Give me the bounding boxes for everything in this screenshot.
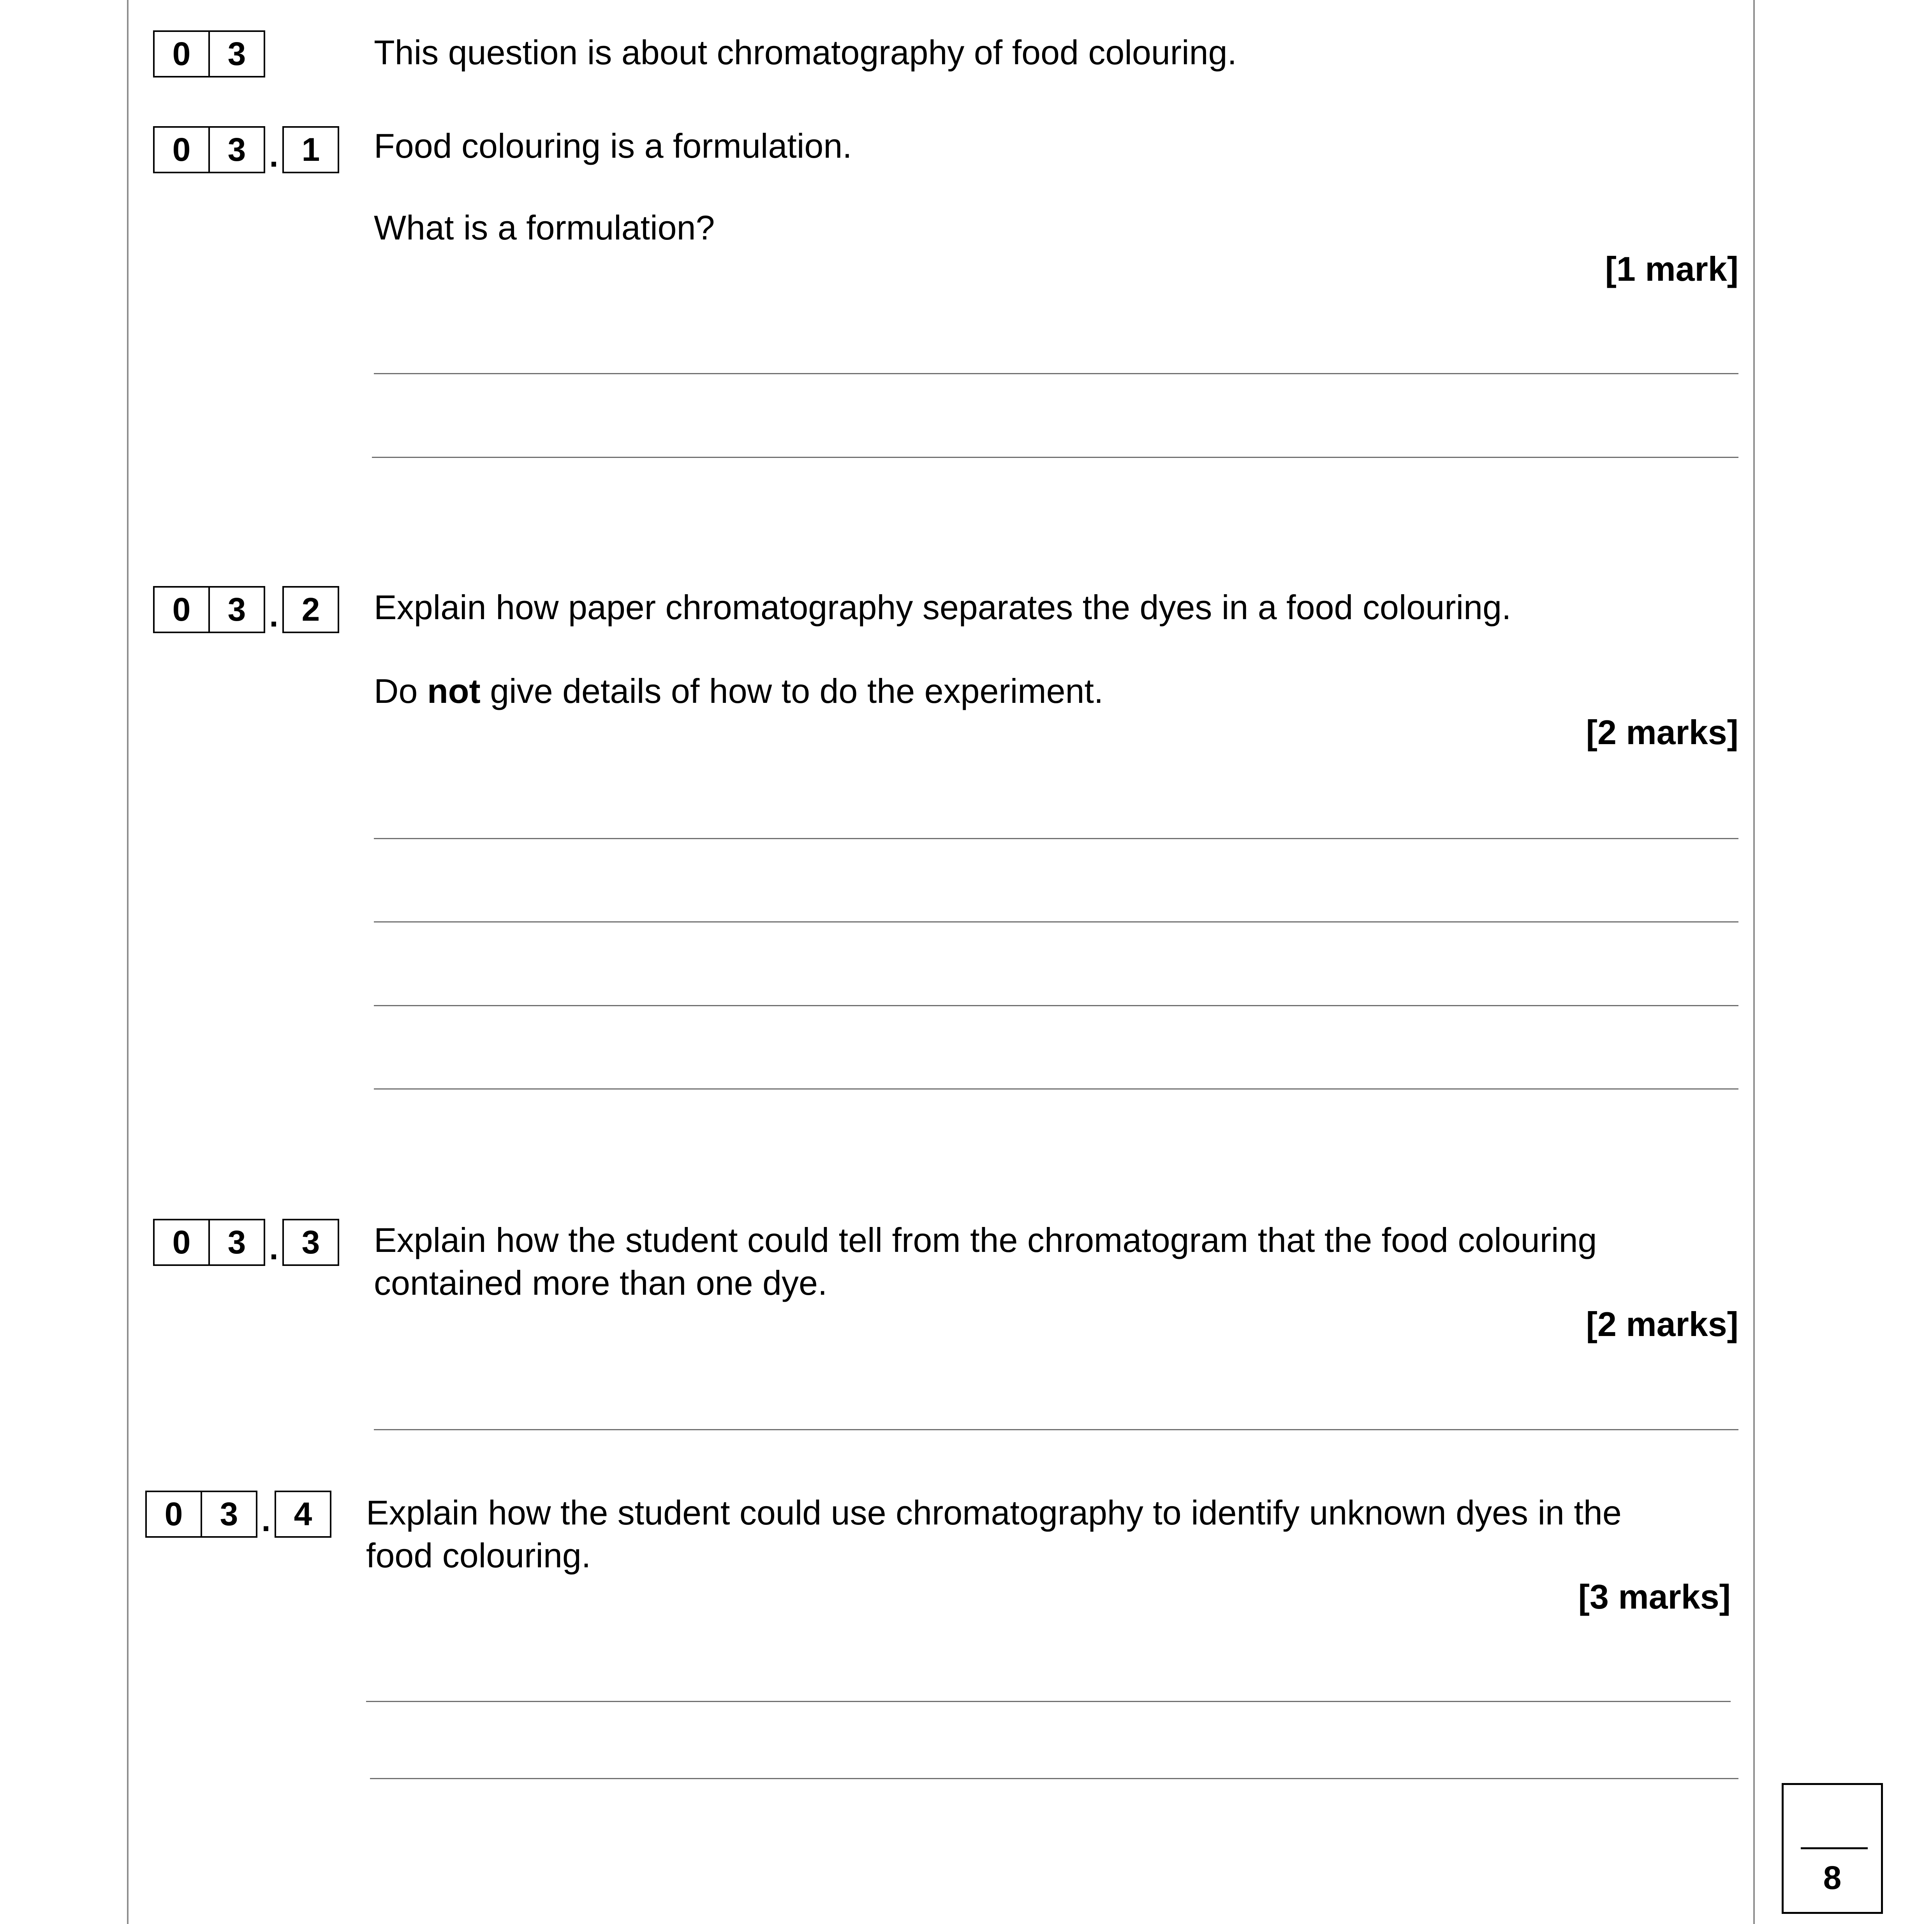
instruction-text: give details of how to do the experiment. — [480, 672, 1104, 710]
answer-line[interactable] — [374, 1088, 1738, 1090]
question-number-03-4 — [145, 1491, 331, 1538]
question-digit: 0 — [164, 1496, 183, 1532]
left-margin-line — [127, 0, 129, 1924]
answer-line[interactable] — [366, 1701, 1731, 1702]
question-digit: 2 — [301, 591, 320, 628]
right-margin-line — [1753, 0, 1755, 1924]
question-digit: 3 — [201, 1492, 256, 1536]
score-total: 8 — [1823, 1859, 1842, 1896]
question-digit: 4 — [294, 1496, 312, 1532]
question-number-03-1 — [153, 126, 339, 173]
answer-line[interactable] — [370, 1778, 1738, 1779]
question-digit: 3 — [208, 32, 264, 76]
question-number-03 — [153, 30, 265, 77]
answer-line[interactable] — [374, 1005, 1738, 1006]
question-digit: 0 — [172, 131, 191, 168]
answer-line[interactable] — [374, 838, 1738, 839]
question-text: Explain how the student could tell from the chromatogram that the food colouring — [374, 1221, 1597, 1259]
question-number-03-3 — [153, 1219, 339, 1266]
answer-line[interactable] — [374, 1429, 1738, 1430]
question-number-03-2 — [153, 586, 339, 633]
question-text: Food colouring is a formulation. — [374, 127, 852, 165]
instruction-emphasis: not — [427, 672, 481, 710]
marks-label: [2 marks] — [1586, 713, 1738, 752]
question-text: contained more than one dye. — [374, 1264, 828, 1302]
marks-label: [2 marks] — [1586, 1305, 1738, 1343]
question-digit: 1 — [301, 131, 320, 168]
question-instruction — [374, 670, 1103, 713]
question-digit: 0 — [172, 591, 191, 628]
question-text: Explain how paper chromatography separates the dyes in a food colouring. — [374, 588, 1511, 627]
question-text: Explain how the student could use chromatography to identify unknown dyes in the — [366, 1493, 1622, 1532]
answer-line[interactable] — [374, 373, 1738, 374]
question-dot: . — [269, 597, 278, 634]
question-digit: 3 — [301, 1224, 320, 1260]
answer-line[interactable] — [374, 921, 1738, 922]
question-digit: 3 — [208, 128, 264, 172]
question-intro-text: This question is about chromatography of food colouring. — [374, 33, 1237, 72]
question-prompt: What is a formulation? — [374, 208, 715, 247]
question-digit: 3 — [208, 588, 264, 632]
score-box — [1782, 1783, 1883, 1914]
marks-label: [1 mark] — [1605, 250, 1738, 288]
instruction-text: Do — [374, 672, 427, 710]
question-dot: . — [269, 1230, 278, 1266]
question-dot: . — [269, 137, 278, 174]
question-text: food colouring. — [366, 1536, 591, 1575]
question-dot: . — [261, 1502, 271, 1538]
score-dash — [1801, 1847, 1868, 1849]
question-digit: 0 — [172, 1224, 191, 1260]
answer-line[interactable] — [372, 457, 1738, 458]
question-digit: 3 — [208, 1220, 264, 1264]
question-digit: 0 — [172, 35, 191, 72]
marks-label: [3 marks] — [1578, 1577, 1731, 1616]
